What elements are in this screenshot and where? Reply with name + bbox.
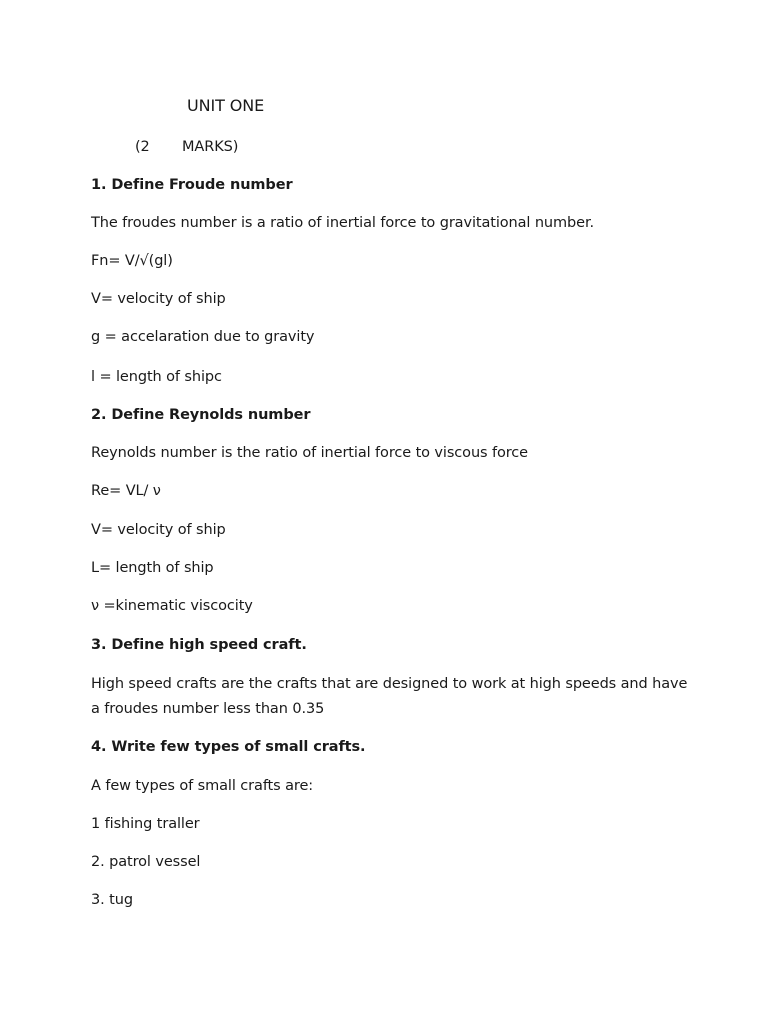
question-2-formula: Re= VL/ ν xyxy=(91,483,161,499)
question-1-term: V= velocity of ship xyxy=(91,291,226,307)
question-4-answer: A few types of small crafts are: xyxy=(91,778,314,794)
question-1-answer: The froudes number is a ratio of inertial force to gravitational number. xyxy=(91,215,595,231)
list-item: 3. tug xyxy=(91,892,133,908)
page-title: UNIT ONE xyxy=(187,96,265,115)
question-3-heading: 3. Define high speed craft. xyxy=(91,637,307,653)
question-1-term: l = length of shipc xyxy=(91,369,222,385)
question-2-term: L= length of ship xyxy=(91,560,214,576)
question-1-term: g = accelaration due to gravity xyxy=(91,329,315,345)
question-2-term: ν =kinematic viscocity xyxy=(91,598,253,614)
question-1-heading: 1. Define Froude number xyxy=(91,177,293,193)
question-2-term: V= velocity of ship xyxy=(91,522,226,538)
question-2-answer: Reynolds number is the ratio of inertial force to viscous force xyxy=(91,445,529,461)
list-item: 2. patrol vessel xyxy=(91,854,201,870)
marks-number: (2 xyxy=(135,139,150,155)
question-4-heading: 4. Write few types of small crafts. xyxy=(91,739,366,755)
list-item: 1 fishing traller xyxy=(91,816,200,832)
question-1-formula: Fn= V/√(gl) xyxy=(91,253,173,269)
question-2-heading: 2. Define Reynolds number xyxy=(91,407,311,423)
marks-label: MARKS) xyxy=(182,139,239,155)
question-3-answer: High speed crafts are the crafts that are designed to work at high speeds and have a froudes number less than 0.35 xyxy=(91,676,688,717)
